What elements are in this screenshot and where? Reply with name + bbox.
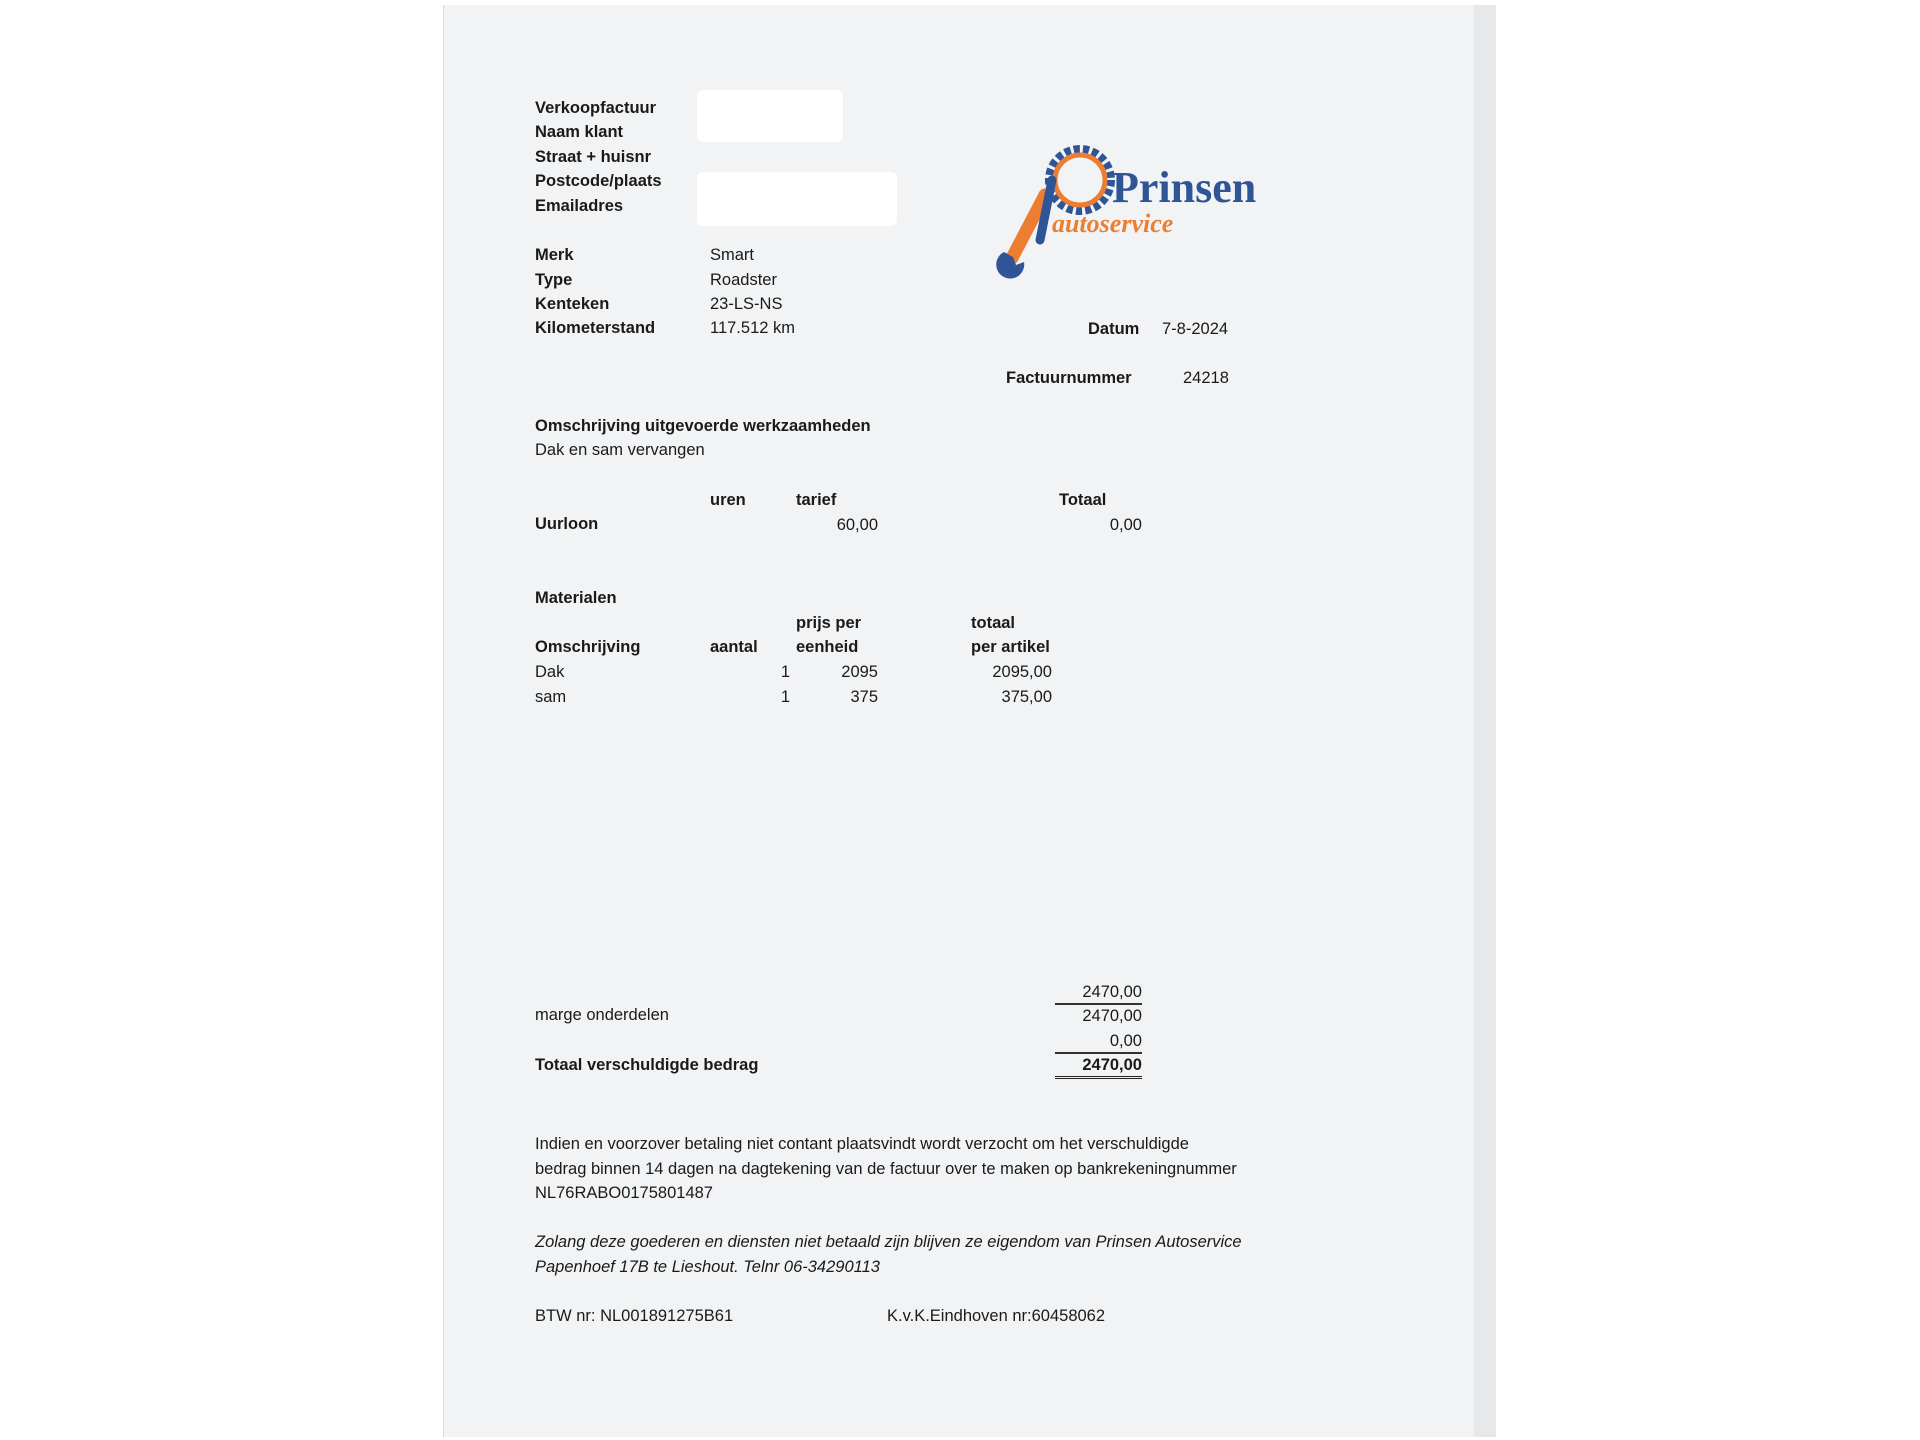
materials-col-total-1: totaal — [971, 614, 1016, 632]
ownership-text-line-1: Zolang deze goederen en diensten niet betaald zijn blijven ze eigendom van Prinsen Autoservice — [535, 1233, 1242, 1251]
subtotal-value: 2470,00 — [1055, 982, 1142, 1005]
material-desc: sam — [535, 688, 567, 706]
invoice-number-value: 24218 — [1183, 369, 1229, 387]
logo-brand: Prinsen — [1112, 163, 1257, 212]
invoice-label: Verkoopfactuur — [535, 99, 657, 117]
date-value: 7-8-2024 — [1162, 320, 1229, 338]
material-price: 375 — [850, 688, 878, 706]
margin-value: 2470,00 — [1082, 1007, 1142, 1025]
prinsen-logo — [990, 140, 1310, 280]
material-total: 375,00 — [1001, 688, 1052, 706]
extra-value: 0,00 — [1055, 1031, 1142, 1054]
payment-text-line-2: bedrag binnen 14 dagen na dagtekening van de factuur over te maken op bankrekeningnummer — [535, 1160, 1237, 1178]
total-value: 2470,00 — [1055, 1055, 1142, 1079]
logo-sub: autoservice — [1052, 209, 1174, 238]
material-desc: Dak — [535, 663, 565, 681]
brand-label: Merk — [535, 246, 574, 264]
email-label: Emailadres — [535, 197, 624, 215]
payment-text-line-1: Indien en voorzover betaling niet contant plaatsvindt wordt verzocht om het verschuldigde — [535, 1135, 1189, 1153]
materials-heading: Materialen — [535, 589, 617, 607]
material-qty: 1 — [780, 688, 790, 706]
materials-col-price-2: eenheid — [796, 638, 859, 656]
gear-inner-ring — [1055, 155, 1105, 205]
materials-col-desc: Omschrijving — [535, 638, 641, 656]
brand-value: Smart — [710, 246, 755, 264]
plate-value: 23-LS-NS — [710, 295, 783, 313]
material-price: 2095 — [841, 663, 878, 681]
invoice-page — [443, 5, 1496, 1437]
type-value: Roadster — [710, 271, 777, 289]
street-label: Straat + huisnr — [535, 148, 651, 166]
date-label: Datum — [1088, 320, 1140, 338]
gear-icon — [1050, 150, 1110, 210]
postcode-label: Postcode/plaats — [535, 172, 662, 190]
mileage-label: Kilometerstand — [535, 319, 656, 337]
materials-col-qty: aantal — [710, 638, 758, 656]
p-stem — [1040, 180, 1052, 240]
labor-col-total: Totaal — [1059, 491, 1107, 509]
labor-col-rate: tarief — [796, 491, 837, 509]
work-description: Dak en sam vervangen — [535, 441, 705, 459]
plate-label: Kenteken — [535, 295, 610, 313]
materials-col-price-1: prijs per — [796, 614, 862, 632]
invoice-number-label: Factuurnummer — [1006, 369, 1132, 387]
ownership-text-line-2: Papenhoef 17B te Lieshout. Telnr 06-34290113 — [535, 1258, 880, 1276]
material-total: 2095,00 — [992, 663, 1052, 681]
material-qty: 1 — [780, 663, 790, 681]
labor-col-hours: uren — [710, 491, 746, 509]
work-heading: Omschrijving uitgevoerde werkzaamheden — [535, 417, 871, 435]
kvk-number: K.v.K.Eindhoven nr:60458062 — [887, 1307, 1106, 1325]
total-label: Totaal verschuldigde bedrag — [535, 1056, 759, 1074]
materials-col-total-2: per artikel — [971, 638, 1050, 656]
mileage-value: 117.512 km — [710, 319, 795, 337]
customer-name-label: Naam klant — [535, 123, 624, 141]
redacted-contact-info — [697, 172, 897, 226]
margin-label: marge onderdelen — [535, 1006, 669, 1024]
labor-total: 0,00 — [1109, 516, 1142, 534]
type-label: Type — [535, 271, 573, 289]
labor-rate: 60,00 — [836, 516, 878, 534]
redacted-customer-info — [697, 90, 843, 142]
labor-row-label: Uurloon — [535, 515, 599, 533]
vat-number: BTW nr: NL001891275B61 — [535, 1307, 734, 1325]
bank-account: NL76RABO0175801487 — [535, 1184, 713, 1202]
